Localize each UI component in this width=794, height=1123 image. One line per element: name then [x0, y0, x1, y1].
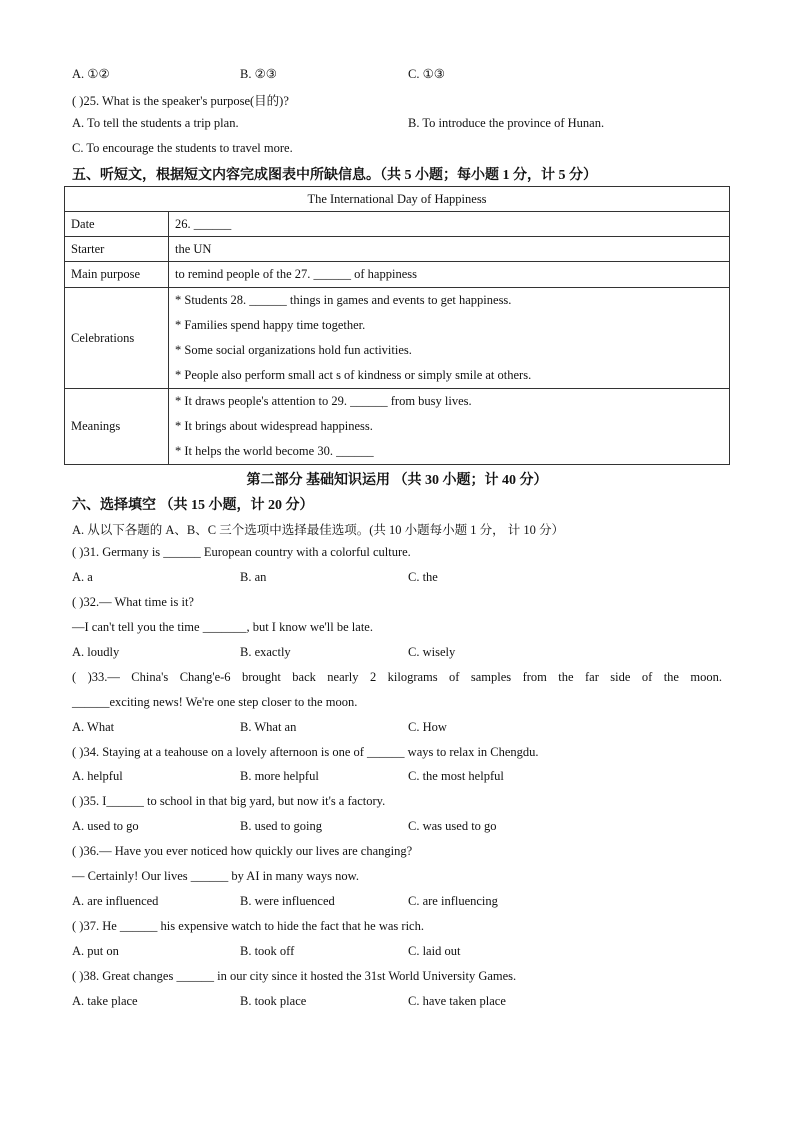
q31-option-c: C. the [408, 570, 438, 584]
q37-stem: ( )37. He ______ his expensive watch to hide the fact that he was rich. [72, 919, 424, 933]
section6-instruction: A. 从以下各题的 A、B、C 三个选项中选择最佳选项。(共 10 小题每小题 1 分， 计 10 分） [72, 523, 565, 537]
q25-option-b: B. To introduce the province of Hunan. [408, 116, 605, 130]
section5-heading: 五、听短文，根据短文内容完成图表中所缺信息。（共 5 小题；每小题 1 分，计 5 分） [72, 168, 597, 183]
q35-stem: ( )35. I______ to school in that big yard, but now it's a factory. [72, 794, 386, 808]
meaning-line: * It helps the world become 30. ______ [175, 444, 374, 458]
meaning-line: * It brings about widespread happiness. [175, 419, 373, 433]
q34-option-c: C. the most helpful [408, 769, 504, 783]
q25-option-c: C. To encourage the students to travel more. [72, 141, 293, 155]
table-title: The International Day of Happiness [65, 187, 730, 212]
section6-heading: 六、选择填空 （共 15 小题，计 20 分） [72, 498, 314, 513]
q33-option-a: A. What [72, 720, 115, 734]
meaning-line: * It draws people's attention to 29. ______ from busy lives. [175, 394, 472, 408]
q33-stem-2: ______exciting news! We're one step closer to the moon. [72, 695, 358, 709]
happiness-table [64, 186, 730, 465]
row-label-main-purpose: Main purpose [65, 262, 169, 288]
q34-option-a: A. helpful [72, 769, 123, 783]
celebration-line: * Some social organizations hold fun activities. [175, 343, 412, 357]
row-value-date: 26. ______ [169, 212, 730, 237]
row-value-starter: the UN [169, 237, 730, 262]
q32-option-b: B. exactly [240, 645, 291, 659]
q24-option-c: C. ①③ [408, 67, 445, 81]
row-value-meanings [169, 389, 730, 465]
q33-option-c: C. How [408, 720, 447, 734]
q36-option-b: B. were influenced [240, 894, 335, 908]
q33-stem: ( )33.— China's Chang'e-6 brought back nearly 2 kilograms of samples from the far side of the moon. [72, 670, 722, 684]
q36-stem-2: — Certainly! Our lives ______ by AI in many ways now. [72, 869, 359, 883]
q37-option-a: A. put on [72, 944, 119, 958]
q38-option-a: A. take place [72, 994, 138, 1008]
row-label-starter: Starter [65, 237, 169, 262]
celebration-line: * Families spend happy time together. [175, 318, 366, 332]
q32-stem: ( )32.— What time is it? [72, 595, 194, 609]
q32-stem-2: —I can't tell you the time _______, but I know we'll be late. [72, 620, 373, 634]
q36-stem: ( )36.— Have you ever noticed how quickly our lives are changing? [72, 844, 413, 858]
q25-stem: ( )25. What is the speaker's purpose(目的)? [72, 94, 289, 108]
row-label-date: Date [65, 212, 169, 237]
q38-option-c: C. have taken place [408, 994, 506, 1008]
q37-option-c: C. laid out [408, 944, 461, 958]
q34-stem: ( )34. Staying at a teahouse on a lovely afternoon is one of ______ ways to relax in Chengdu. [72, 745, 539, 759]
q35-option-c: C. was used to go [408, 819, 497, 833]
q36-option-a: A. are influenced [72, 894, 159, 908]
row-value-main-purpose: to remind people of the 27. ______ of happiness [169, 262, 730, 288]
q31-stem: ( )31. Germany is ______ European country with a colorful culture. [72, 545, 411, 559]
row-label-meanings: Meanings [65, 389, 169, 465]
part2-heading: 第二部分 基础知识运用 （共 30 小题；计 40 分） [246, 473, 548, 488]
q24-option-a: A. ①② [72, 67, 110, 81]
q31-option-b: B. an [240, 570, 267, 584]
celebration-line: * People also perform small act s of kindness or simply smile at others. [175, 368, 532, 382]
q31-option-a: A. a [72, 570, 93, 584]
q32-option-a: A. loudly [72, 645, 120, 659]
celebration-line: * Students 28. ______ things in games and events to get happiness. [175, 293, 512, 307]
q37-option-b: B. took off [240, 944, 295, 958]
q38-stem: ( )38. Great changes ______ in our city since it hosted the 31st World University Games. [72, 969, 517, 983]
row-value-celebrations [169, 288, 730, 389]
row-label-celebrations: Celebrations [65, 288, 169, 389]
q25-option-a: A. To tell the students a trip plan. [72, 116, 239, 130]
q33-option-b: B. What an [240, 720, 297, 734]
q24-option-b: B. ②③ [240, 67, 277, 81]
q36-option-c: C. are influencing [408, 894, 498, 908]
q35-option-b: B. used to going [240, 819, 322, 833]
q34-option-b: B. more helpful [240, 769, 319, 783]
q38-option-b: B. took place [240, 994, 307, 1008]
q32-option-c: C. wisely [408, 645, 456, 659]
q35-option-a: A. used to go [72, 819, 139, 833]
